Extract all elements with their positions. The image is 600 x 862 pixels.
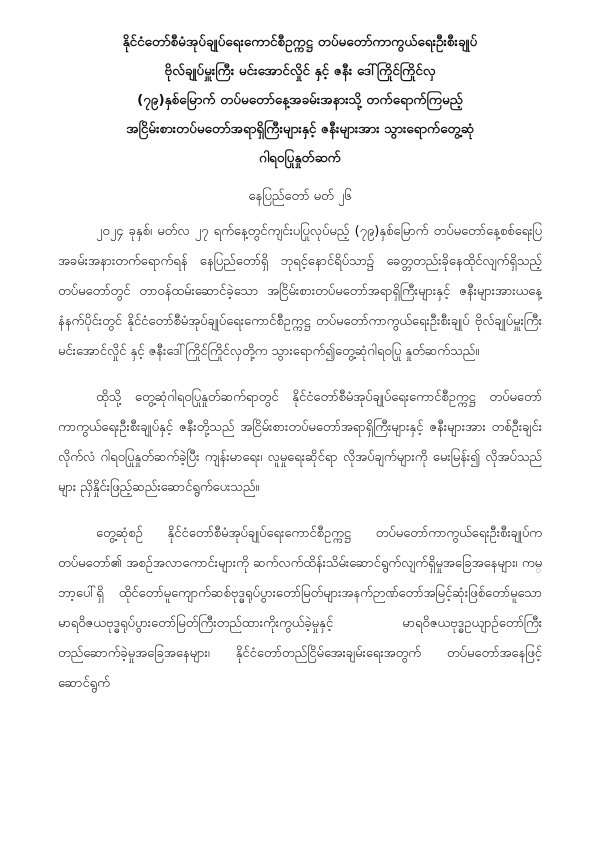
dateline: နေပြည်တော် မတ် ၂၆ bbox=[248, 189, 352, 204]
title-line-5: ဂါရဝပြုနှုတ်ဆက် bbox=[259, 150, 341, 166]
title-line-4: အငြိမ်းစားတပ်မတော်အရာရှိကြီးများနှင့် ဇနီးများအား သွားရောက်တွေ့ဆုံ bbox=[126, 121, 474, 137]
title-line-3: (၇၉)နှစ်မြောက် တပ်မတော်နေ့အခမ်းအနားသို့ တက်ရောက်ကြမည့် bbox=[137, 92, 463, 108]
paragraph-1: ၂၀၂၄ ခုနှစ်၊ မတ်လ ၂၇ ရက်နေ့တွင်ကျင်းပပြုလုပ်မည့် (၇၉)နှစ်မြောက် တပ်မတော်နေ့စစ်ရေးပြအခမ်းအနားတက်ရောက်ရန် နေပြည်တော်ရှိ ဘုရင့်နောင်ရိပ်သာ၌ ခေတ္တတည်းခိုနေထိုင်လျက်ရှိသည့် တပ်မတော်တွင် တာဝန်ထမ်းဆောင်ခဲ့သော အငြိမ်းစားတပ်မတော်အရာရှိကြီးများနှင့် ဇနီးများအားယနေ့နံနက်ပိုင်းတွင် နိုင်ငံတော်စီမံအုပ်ချုပ်ရေးကောင်စီဥက္ကဋ္ဌ တပ်မတော်ကာကွယ်ရေးဦးစီးချုပ် ဗိုလ်ချုပ်မှူးကြီး မင်းအောင်လှိုင် နှင့် ဇနီးဒေါ်ကြိုင်ကြိုင်လှတို့က သွားရောက်၍တွေ့ဆုံဂါရဝပြု နှုတ်ဆက်သည်။ bbox=[58, 224, 542, 359]
paragraph-3: တွေ့ဆုံစဉ် နိုင်ငံတော်စီမံအုပ်ချုပ်ရေးကောင်စီဥက္ကဋ္ဌ တပ်မတော်ကာကွယ်ရေးဦးစီးချုပ်က တပ်မတော်၏ အစဉ်အလာကောင်းများကို ဆက်လက်ထိန်းသိမ်းဆောင်ရွက်လျက်ရှိမှုအခြေအနေများ၊ ကမ္ဘာ့ပေါ်ရှိ ထိုင်တော်မူကျောက်ဆစ်ဗုဒ္ဓရုပ်ပွားတော်မြတ်များအနက်ဉာဏ်တော်အမြင့်ဆုံးဖြစ်တော်မူသော မာရဝိဇယဗုဒ္ဓရုပ်ပွားတော်မြတ်ကြီးတည်ထားကိုးကွယ်ခဲ့မှုနှင့် မာရဝိဇယဗုဒ္ဓဥယျာဉ်တော်ကြီး တည်ဆောက်ခဲ့မှုအခြေအနေများ၊ နိုင်ငံတော်တည်ငြိမ်အေးချမ်းရေးအတွက် တပ်မတော်အနေဖြင့်ဆောင်ရွက် bbox=[58, 526, 542, 691]
document-title bbox=[58, 28, 542, 173]
title-line-2: ဗိုလ်ချုပ်မှူးကြီး မင်းအောင်လှိုင် နှင့် ဇနီး ဒေါ်ကြိုင်ကြိုင်လှ bbox=[164, 63, 436, 79]
title-line-1: နိုင်ငံတော်စီမံအုပ်ချုပ်ရေးကောင်စီဥက္ကဋ္ဌ တပ်မတော်ကာကွယ်ရေးဦးစီးချုပ် bbox=[122, 34, 478, 50]
paragraph-2: ထိုသို့ တွေ့ဆုံဂါရဝပြုနှုတ်ဆက်ရာတွင် နိုင်ငံတော်စီမံအုပ်ချုပ်ရေးကောင်စီဥက္ကဋ္ဌ တပ်မတော်ကာကွယ်ရေးဦးစီးချုပ်နှင့် ဇနီးတို့သည် အငြိမ်းစားတပ်မတော်အရာရှိကြီးများနှင့် ဇနီးများအား တစ်ဦးချင်းလိုက်လံ ဂါရဝပြုနှုတ်ဆက်ခဲ့ပြီး ကျန်းမာရေး၊ လူမှုရေးဆိုင်ရာ လိုအပ်ချက်များကို မေးမြန်း၍ လိုအပ်သည်များ ညှိနှိုင်းဖြည့်ဆည်းဆောင်ရွက်ပေးသည်။ bbox=[58, 390, 542, 495]
